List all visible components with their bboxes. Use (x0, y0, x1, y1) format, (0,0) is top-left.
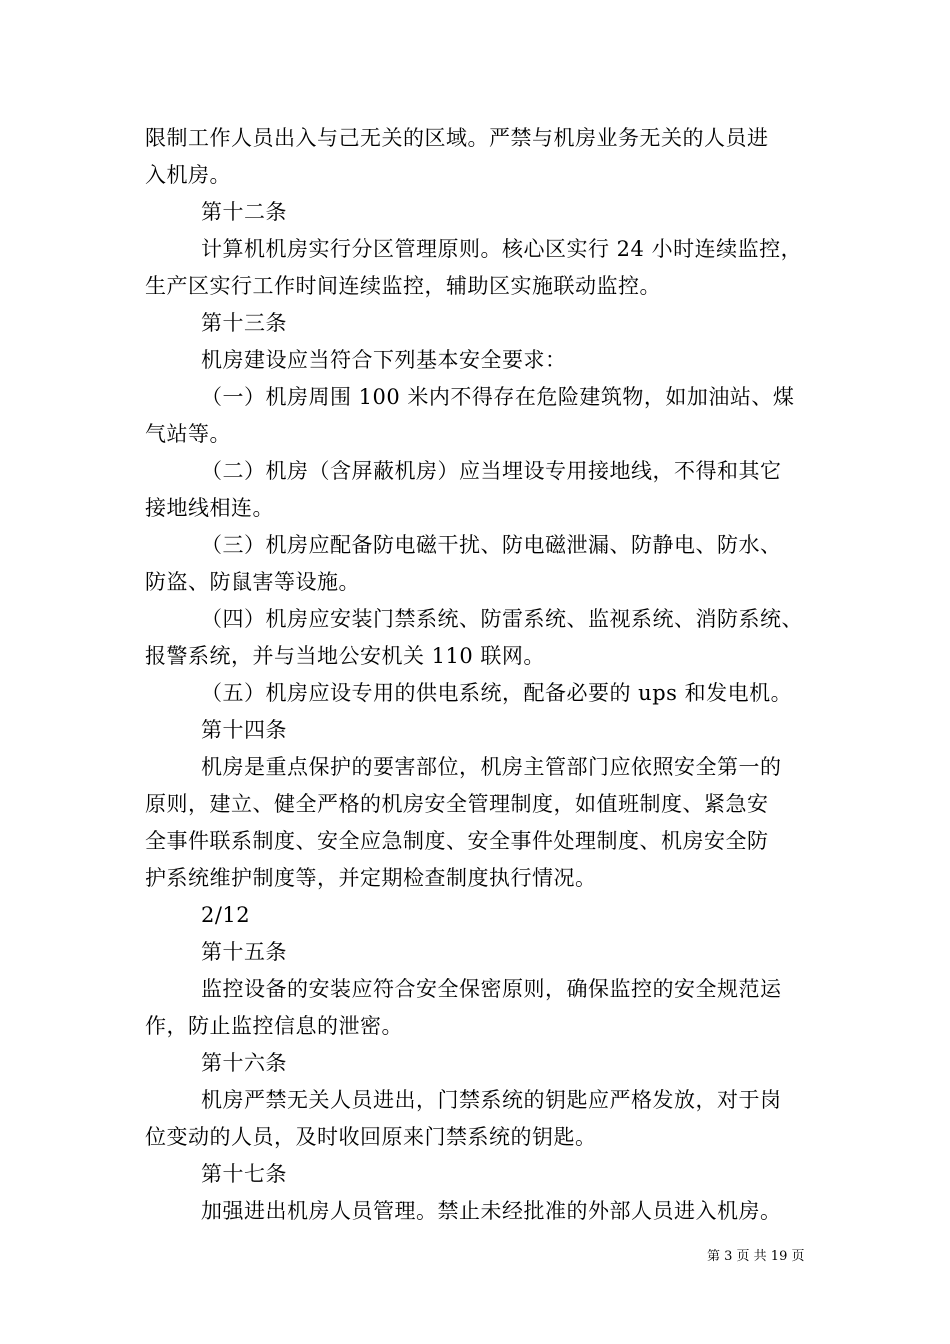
text-line: 入机房。 (145, 163, 231, 187)
text-line: 生产区实行工作时间连续监控，辅助区实施联动监控。 (145, 274, 661, 298)
article-heading: 第十五条 (201, 940, 287, 964)
text-line: （四）机房应安装门禁系统、防雷系统、监视系统、消防系统、 (201, 607, 803, 631)
text-line: 加强进出机房人员管理。禁止未经批准的外部人员进入机房。 (201, 1199, 782, 1223)
text-line: 机房严禁无关人员进出，门禁系统的钥匙应严格发放，对于岗 (201, 1088, 782, 1112)
text-line: 气站等。 (145, 422, 231, 446)
page-footer: 第 3 页 共 19 页 (707, 1249, 805, 1264)
text-line: 位变动的人员，及时收回原来门禁系统的钥匙。 (145, 1125, 597, 1149)
text-line: 报警系统，并与当地公安机关 110 联网。 (145, 644, 545, 668)
text-line: 机房建设应当符合下列基本安全要求： (201, 348, 567, 372)
text-line: 限制工作人员出入与己无关的区域。严禁与机房业务无关的人员进 (145, 126, 769, 150)
article-heading: 第十六条 (201, 1051, 287, 1075)
article-heading: 第十二条 (201, 200, 287, 224)
text-line: 接地线相连。 (145, 496, 274, 520)
text-line: （一）机房周围 100 米内不得存在危险建筑物，如加油站、煤 (201, 385, 795, 409)
text-line: 作，防止监控信息的泄密。 (145, 1014, 403, 1038)
text-line: 护系统维护制度等，并定期检查制度执行情况。 (145, 866, 597, 890)
article-heading: 第十七条 (201, 1162, 287, 1186)
text-line: 全事件联系制度、安全应急制度、安全事件处理制度、机房安全防 (145, 829, 769, 853)
text-line: （五）机房应设专用的供电系统，配备必要的 ups 和发电机。 (201, 681, 793, 705)
text-line: 防盗、防鼠害等设施。 (145, 570, 360, 594)
article-heading: 第十三条 (201, 311, 287, 335)
article-heading: 第十四条 (201, 718, 287, 742)
text-line: 计算机机房实行分区管理原则。核心区实行 24 小时连续监控， (201, 237, 803, 261)
text-line: 原则，建立、健全严格的机房安全管理制度，如值班制度、紧急安 (145, 792, 769, 816)
text-line: （二）机房（含屏蔽机房）应当埋设专用接地线，不得和其它 (201, 459, 782, 483)
text-line: 监控设备的安装应符合安全保密原则，确保监控的安全规范运 (201, 977, 782, 1001)
inline-page-marker: 2/12 (201, 903, 251, 927)
text-line: （三）机房应配备防电磁干扰、防电磁泄漏、防静电、防水、 (201, 533, 782, 557)
text-line: 机房是重点保护的要害部位，机房主管部门应依照安全第一的 (201, 755, 782, 779)
